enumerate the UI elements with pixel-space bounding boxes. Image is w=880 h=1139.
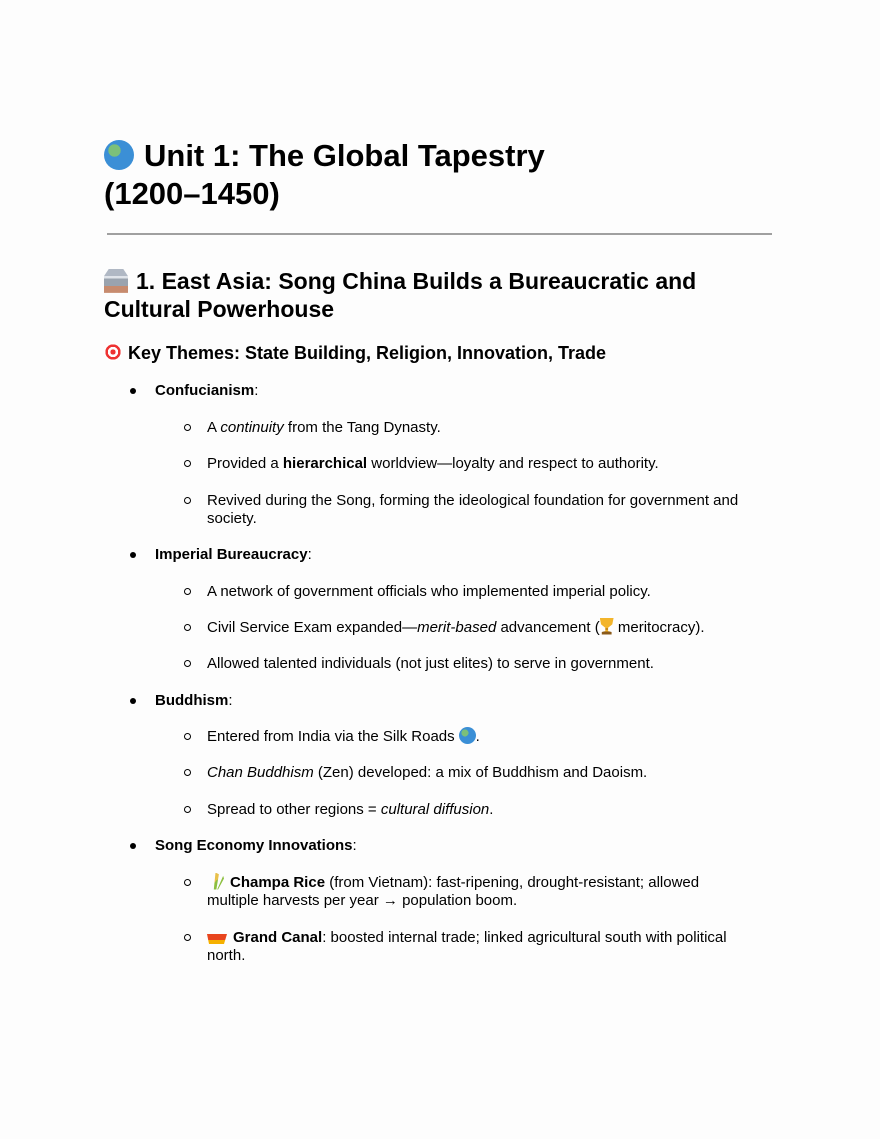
- sub-bullet-icon: [184, 769, 191, 776]
- sub-bullet-icon: [184, 879, 191, 886]
- bullet-icon: [130, 698, 136, 704]
- sub-item: [207, 455, 659, 472]
- sub-bullet-icon: [184, 733, 191, 740]
- sub-item: [207, 728, 480, 746]
- text: Spread to other regions =: [207, 801, 381, 818]
- text: (from Vietnam): fast-ripening, drought-resistant; allowed: [325, 874, 700, 891]
- sub-bullet-icon: [184, 660, 191, 667]
- list-item-confucianism: [155, 382, 258, 399]
- themes-heading: [104, 343, 606, 364]
- text-italic: merit-based: [417, 619, 497, 636]
- sub-bullet-icon: [184, 588, 191, 595]
- sub-item-cont: society.: [207, 510, 257, 527]
- text-italic: continuity: [220, 419, 284, 436]
- sub-bullet-icon: [184, 806, 191, 813]
- text: meritocracy).: [613, 619, 705, 636]
- section-heading-line2: Cultural Powerhouse: [104, 296, 335, 322]
- sub-item: Allowed talented individuals (not just elites) to serve in government.: [207, 655, 654, 672]
- section-heading: [104, 268, 696, 295]
- sub-item: [207, 929, 727, 946]
- sub-item: [207, 419, 441, 436]
- colon: :: [228, 692, 233, 709]
- text: Entered from India via the Silk Roads: [207, 728, 455, 745]
- title-line1: Unit 1: The Global Tapestry: [144, 138, 545, 173]
- sub-item-cont: north.: [207, 947, 246, 964]
- sub-item: [207, 801, 493, 818]
- target-icon: [104, 343, 122, 361]
- castle-icon: [104, 269, 128, 293]
- text: .: [489, 801, 494, 818]
- item-head: Confucianism: [155, 382, 255, 399]
- colon: :: [352, 837, 357, 854]
- sub-item-cont: multiple harvests per year → population boom.: [207, 892, 518, 909]
- bullet-icon: [130, 552, 136, 558]
- sub-bullet-icon: [184, 497, 191, 504]
- item-head: Song Economy Innovations: [155, 837, 353, 854]
- sub-bullet-icon: [184, 460, 191, 467]
- divider: [107, 233, 772, 235]
- bullet-icon: [130, 843, 136, 849]
- sub-bullet-icon: [184, 424, 191, 431]
- page-title: [104, 138, 545, 174]
- section-heading-line1: 1. East Asia: Song China Builds a Bureaucratic and: [136, 268, 697, 294]
- text-bold: Grand Canal: [233, 929, 323, 946]
- boat-icon: [207, 934, 227, 944]
- bullet-icon: [130, 388, 136, 394]
- sub-item: Revived during the Song, forming the ideological foundation for government and: [207, 492, 739, 509]
- text-bold: hierarchical: [282, 455, 368, 472]
- list-item-economy: [155, 837, 357, 854]
- list-item-bureaucracy: [155, 546, 312, 563]
- text: advancement (: [496, 619, 600, 636]
- text: (Zen) developed: a mix of Buddhism and Daoism.: [313, 764, 648, 781]
- item-head: Buddhism: [155, 692, 229, 709]
- text: : boosted internal trade; linked agricultural south with political: [322, 929, 727, 946]
- text-bold: Champa Rice: [230, 874, 326, 891]
- colon: :: [307, 546, 312, 563]
- text: Provided a: [207, 455, 283, 472]
- sub-item: [207, 619, 705, 637]
- text: worldview—loyalty and respect to authority.: [367, 455, 659, 472]
- colon: :: [254, 382, 259, 399]
- text: .: [475, 728, 480, 745]
- text: from the Tang Dynasty.: [283, 419, 441, 436]
- sub-bullet-icon: [184, 624, 191, 631]
- text: A: [207, 419, 221, 436]
- globe-icon: [459, 727, 476, 744]
- rice-icon: [207, 873, 224, 890]
- list-item-buddhism: [155, 692, 233, 709]
- sub-item: [207, 874, 699, 892]
- item-head: Imperial Bureaucracy: [155, 546, 308, 563]
- globe-asia-icon: [104, 140, 134, 170]
- text-italic: Chan Buddhism: [207, 764, 314, 781]
- text: Civil Service Exam expanded—: [207, 619, 418, 636]
- themes-text: Key Themes: State Building, Religion, Innovation, Trade: [128, 343, 607, 363]
- page-title-line2: (1200–1450): [104, 176, 280, 211]
- sub-bullet-icon: [184, 934, 191, 941]
- sub-item: A network of government officials who implemented imperial policy.: [207, 583, 651, 600]
- text-italic: cultural diffusion: [380, 801, 490, 818]
- trophy-icon: [600, 618, 614, 635]
- sub-item: [207, 764, 647, 781]
